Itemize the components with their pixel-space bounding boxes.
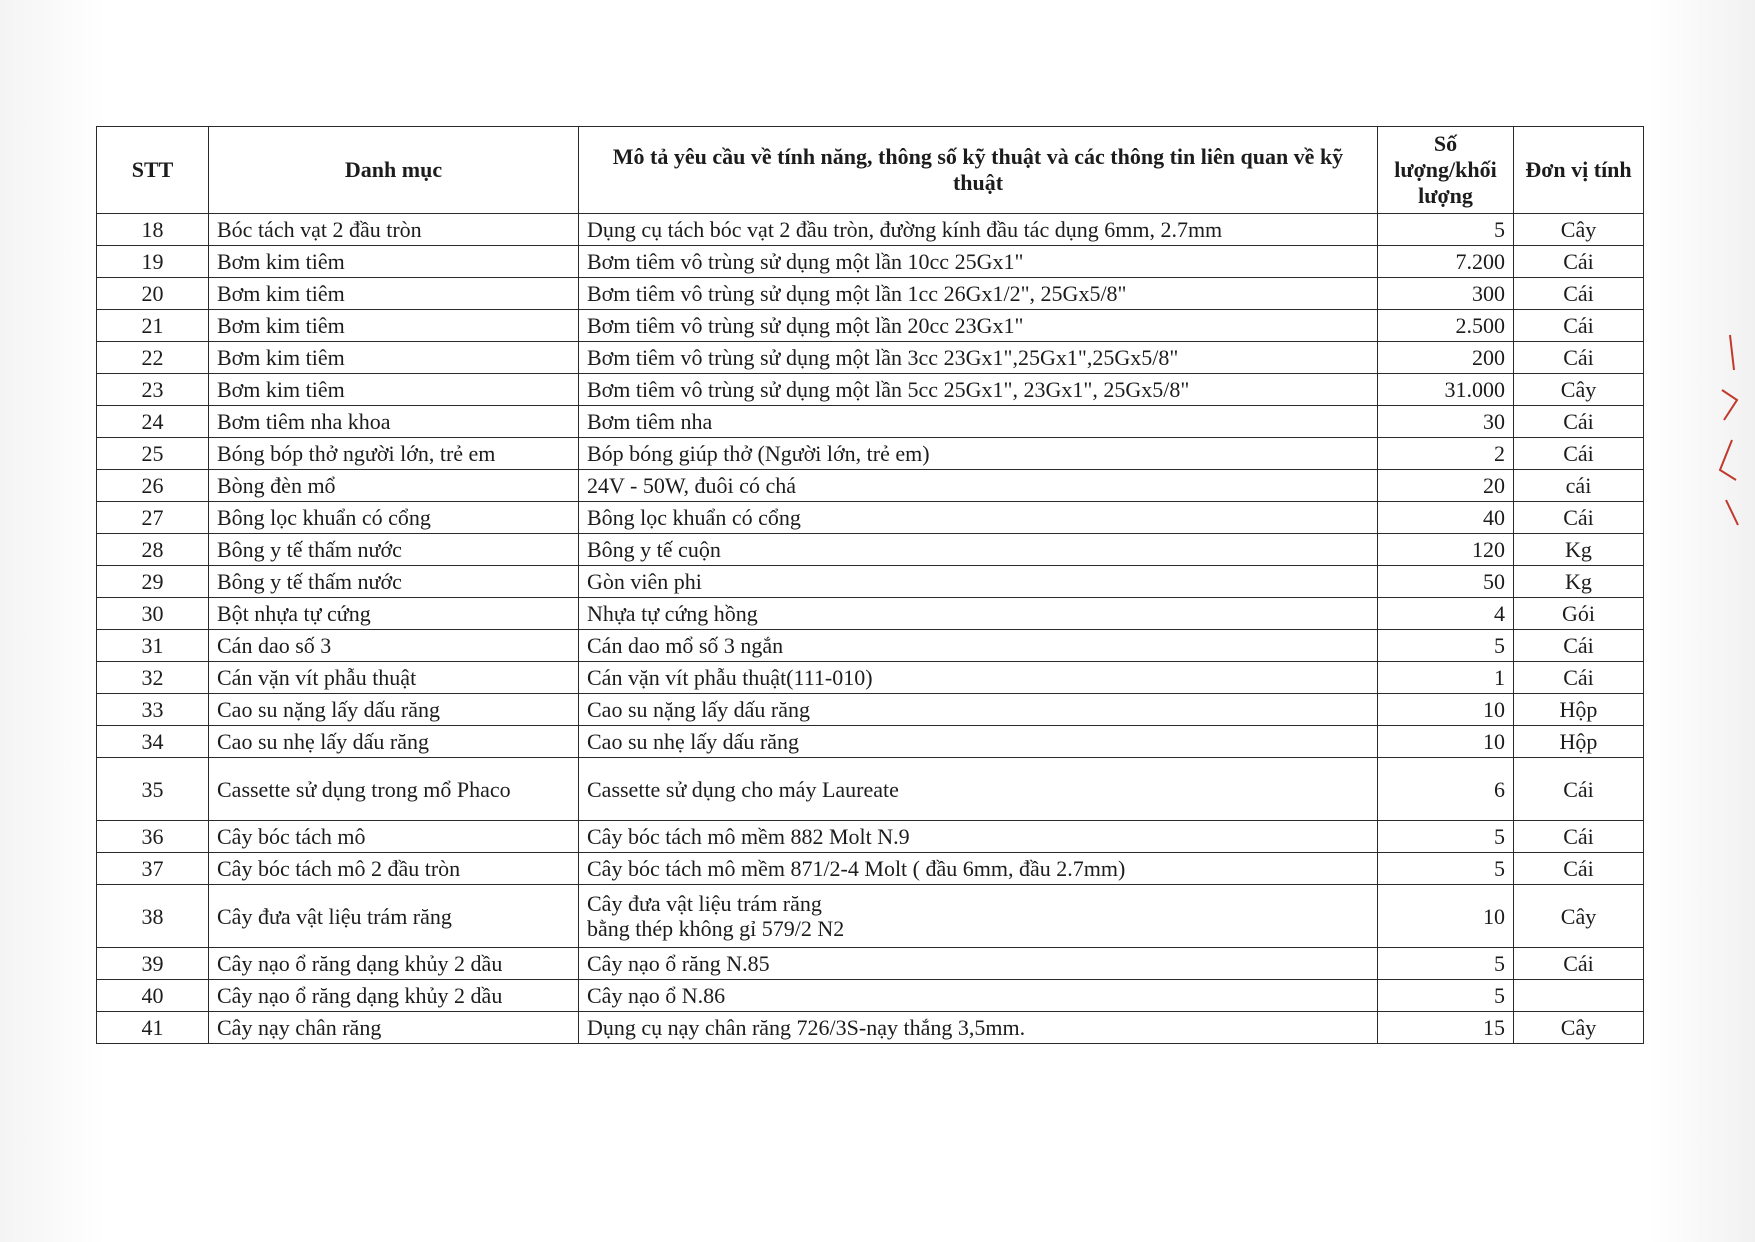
row-description — [579, 1012, 1378, 1044]
row-stt: 23 — [97, 374, 209, 406]
row-description — [579, 630, 1378, 662]
row-stt: 35 — [97, 758, 209, 821]
row-category: Cây nạo ổ răng dạng khủy 2 dầu — [209, 980, 579, 1012]
row-stt: 22 — [97, 342, 209, 374]
row-category: Cassette sử dụng trong mổ Phaco — [209, 758, 579, 821]
table-header-row — [97, 127, 1644, 214]
description-line: Bơm tiêm vô trùng sử dụng một lần 20cc 23Gx1" — [587, 313, 1024, 338]
description-line: bằng thép không gỉ 579/2 N2 — [587, 916, 845, 941]
row-category: Cây bóc tách mô — [209, 821, 579, 853]
table-row — [97, 726, 1644, 758]
table-row — [97, 948, 1644, 980]
row-unit: Cây — [1514, 885, 1644, 948]
row-quantity: 1 — [1378, 662, 1514, 694]
row-description — [579, 310, 1378, 342]
row-quantity: 5 — [1378, 214, 1514, 246]
table-row — [97, 1012, 1644, 1044]
row-quantity: 31.000 — [1378, 374, 1514, 406]
row-category: Bông y tế thấm nước — [209, 534, 579, 566]
table-body — [97, 214, 1644, 1044]
description-line: Cây bóc tách mô mềm 882 Molt N.9 — [587, 824, 910, 849]
table-row — [97, 374, 1644, 406]
row-unit: Cái — [1514, 630, 1644, 662]
row-category: Cây đưa vật liệu trám răng — [209, 885, 579, 948]
description-line: Cán dao mổ số 3 ngắn — [587, 633, 784, 658]
row-category: Cao su nhẹ lấy dấu răng — [209, 726, 579, 758]
row-description — [579, 598, 1378, 630]
table-row — [97, 694, 1644, 726]
table-row — [97, 758, 1644, 821]
row-description — [579, 662, 1378, 694]
description-line: Nhựa tự cứng hồng — [587, 601, 758, 626]
row-stt: 33 — [97, 694, 209, 726]
row-stt: 32 — [97, 662, 209, 694]
row-category: Cây nạo ổ răng dạng khủy 2 dầu — [209, 948, 579, 980]
description-line: Cây nạo ổ răng N.85 — [587, 951, 770, 976]
header-unit: Đơn vị tính — [1514, 127, 1644, 214]
row-quantity: 6 — [1378, 758, 1514, 821]
row-quantity: 20 — [1378, 470, 1514, 502]
row-quantity: 200 — [1378, 342, 1514, 374]
row-description — [579, 758, 1378, 821]
row-stt: 21 — [97, 310, 209, 342]
row-stt: 31 — [97, 630, 209, 662]
table-row — [97, 310, 1644, 342]
description-line: Cây bóc tách mô mềm 871/2-4 Molt ( đầu 6mm, đầu 2.7mm) — [587, 856, 1126, 881]
row-stt: 26 — [97, 470, 209, 502]
header-description: Mô tả yêu cầu về tính năng, thông số kỹ thuật và các thông tin liên quan về kỹ thuật — [579, 127, 1378, 214]
row-quantity: 5 — [1378, 853, 1514, 885]
description-line: Bông y tế cuộn — [587, 537, 721, 562]
description-line: Gòn viên phi — [587, 569, 702, 594]
row-quantity: 2.500 — [1378, 310, 1514, 342]
row-description — [579, 980, 1378, 1012]
table-row — [97, 980, 1644, 1012]
row-category: Bơm kim tiêm — [209, 374, 579, 406]
row-description — [579, 694, 1378, 726]
header-category: Danh mục — [209, 127, 579, 214]
row-stt: 18 — [97, 214, 209, 246]
row-unit: Cái — [1514, 502, 1644, 534]
row-quantity: 5 — [1378, 630, 1514, 662]
table-row — [97, 214, 1644, 246]
row-description — [579, 246, 1378, 278]
description-line: Cao su nhẹ lấy dấu răng — [587, 729, 799, 754]
table-row — [97, 406, 1644, 438]
row-stt: 19 — [97, 246, 209, 278]
table-row — [97, 534, 1644, 566]
row-unit: Cái — [1514, 310, 1644, 342]
row-unit: Hộp — [1514, 694, 1644, 726]
row-description — [579, 885, 1378, 948]
row-unit: Cây — [1514, 374, 1644, 406]
row-unit: Cây — [1514, 214, 1644, 246]
header-quantity: Số lượng/khối lượng — [1378, 127, 1514, 214]
table-row — [97, 821, 1644, 853]
row-unit: Gói — [1514, 598, 1644, 630]
table-row — [97, 470, 1644, 502]
row-category: Bóng bóp thở người lớn, trẻ em — [209, 438, 579, 470]
row-unit: cái — [1514, 470, 1644, 502]
table-row — [97, 885, 1644, 948]
row-category: Bóc tách vạt 2 đầu tròn — [209, 214, 579, 246]
row-category: Cây nạy chân răng — [209, 1012, 579, 1044]
row-description — [579, 470, 1378, 502]
row-unit: Cái — [1514, 406, 1644, 438]
row-description — [579, 853, 1378, 885]
row-unit: Cái — [1514, 821, 1644, 853]
row-description — [579, 502, 1378, 534]
row-unit: Cái — [1514, 948, 1644, 980]
table-row — [97, 662, 1644, 694]
row-description — [579, 406, 1378, 438]
row-unit: Cây — [1514, 1012, 1644, 1044]
description-line: Bơm tiêm vô trùng sử dụng một lần 5cc 25Gx1", 23Gx1", 25Gx5/8" — [587, 377, 1190, 402]
row-unit: Cái — [1514, 438, 1644, 470]
row-quantity: 5 — [1378, 980, 1514, 1012]
row-stt: 24 — [97, 406, 209, 438]
row-description — [579, 438, 1378, 470]
row-quantity: 10 — [1378, 885, 1514, 948]
description-line: Cao su nặng lấy dấu răng — [587, 697, 810, 722]
description-line: Bơm tiêm vô trùng sử dụng một lần 1cc 26Gx1/2", 25Gx5/8" — [587, 281, 1127, 306]
row-stt: 20 — [97, 278, 209, 310]
row-stt: 29 — [97, 566, 209, 598]
row-stt: 40 — [97, 980, 209, 1012]
row-unit: Hộp — [1514, 726, 1644, 758]
row-description — [579, 278, 1378, 310]
table-row — [97, 246, 1644, 278]
row-quantity: 50 — [1378, 566, 1514, 598]
row-stt: 37 — [97, 853, 209, 885]
row-category: Cây bóc tách mô 2 đầu tròn — [209, 853, 579, 885]
row-unit: Cái — [1514, 246, 1644, 278]
row-unit: Kg — [1514, 566, 1644, 598]
table-row — [97, 566, 1644, 598]
table-row — [97, 438, 1644, 470]
row-description — [579, 214, 1378, 246]
row-quantity: 5 — [1378, 948, 1514, 980]
row-description — [579, 821, 1378, 853]
row-category: Bông lọc khuẩn có cổng — [209, 502, 579, 534]
table-row — [97, 502, 1644, 534]
row-category: Cán vặn vít phẫu thuật — [209, 662, 579, 694]
row-category: Bơm kim tiêm — [209, 246, 579, 278]
row-unit: Kg — [1514, 534, 1644, 566]
row-stt: 41 — [97, 1012, 209, 1044]
description-line: Bơm tiêm nha — [587, 409, 713, 434]
row-stt: 36 — [97, 821, 209, 853]
red-signature-mark — [1712, 330, 1742, 530]
description-line: Cassette sử dụng cho máy Laureate — [587, 776, 899, 802]
row-category: Bòng đèn mổ — [209, 470, 579, 502]
row-category: Cao su nặng lấy dấu răng — [209, 694, 579, 726]
row-unit: Cái — [1514, 278, 1644, 310]
description-line: Cán vặn vít phẫu thuật(111-010) — [587, 665, 873, 690]
row-stt: 38 — [97, 885, 209, 948]
table-row — [97, 342, 1644, 374]
row-unit — [1514, 980, 1644, 1012]
row-quantity: 4 — [1378, 598, 1514, 630]
row-quantity: 5 — [1378, 821, 1514, 853]
table-row — [97, 853, 1644, 885]
row-category: Bột nhựa tự cứng — [209, 598, 579, 630]
row-quantity: 120 — [1378, 534, 1514, 566]
description-line: Dụng cụ nạy chân răng 726/3S-nạy thắng 3,5mm. — [587, 1015, 1026, 1040]
row-quantity: 10 — [1378, 694, 1514, 726]
row-quantity: 40 — [1378, 502, 1514, 534]
table-row — [97, 630, 1644, 662]
table-row — [97, 278, 1644, 310]
row-stt: 39 — [97, 948, 209, 980]
description-line: Dụng cụ tách bóc vạt 2 đầu tròn, đường kính đầu tác dụng 6mm, 2.7mm — [587, 217, 1223, 242]
row-quantity: 300 — [1378, 278, 1514, 310]
header-stt: STT — [97, 127, 209, 214]
description-line: 24V - 50W, đuôi có chá — [587, 473, 796, 498]
equipment-table — [96, 126, 1644, 1044]
row-unit: Cái — [1514, 662, 1644, 694]
row-unit: Cái — [1514, 342, 1644, 374]
row-category: Bơm kim tiêm — [209, 278, 579, 310]
row-category: Cán dao số 3 — [209, 630, 579, 662]
row-stt: 28 — [97, 534, 209, 566]
row-unit: Cái — [1514, 758, 1644, 821]
row-description — [579, 566, 1378, 598]
row-stt: 27 — [97, 502, 209, 534]
row-quantity: 10 — [1378, 726, 1514, 758]
row-quantity: 15 — [1378, 1012, 1514, 1044]
description-line: Cây nạo ổ N.86 — [587, 983, 726, 1008]
row-description — [579, 342, 1378, 374]
description-line: Bông lọc khuẩn có cổng — [587, 505, 801, 530]
row-category: Bông y tế thấm nước — [209, 566, 579, 598]
row-stt: 34 — [97, 726, 209, 758]
row-description — [579, 534, 1378, 566]
row-category: Bơm kim tiêm — [209, 310, 579, 342]
row-quantity: 30 — [1378, 406, 1514, 438]
description-line: Bóp bóng giúp thở (Người lớn, trẻ em) — [587, 441, 930, 466]
description-line: Bơm tiêm vô trùng sử dụng một lần 10cc 25Gx1" — [587, 249, 1024, 274]
row-category: Bơm tiêm nha khoa — [209, 406, 579, 438]
row-description — [579, 726, 1378, 758]
row-quantity: 2 — [1378, 438, 1514, 470]
row-description — [579, 374, 1378, 406]
row-description — [579, 948, 1378, 980]
row-stt: 30 — [97, 598, 209, 630]
description-line: Cây đưa vật liệu trám răng — [587, 891, 822, 916]
table-row — [97, 598, 1644, 630]
row-category: Bơm kim tiêm — [209, 342, 579, 374]
row-quantity: 7.200 — [1378, 246, 1514, 278]
row-unit: Cái — [1514, 853, 1644, 885]
row-stt: 25 — [97, 438, 209, 470]
description-line: Bơm tiêm vô trùng sử dụng một lần 3cc 23Gx1",25Gx1",25Gx5/8" — [587, 345, 1179, 370]
